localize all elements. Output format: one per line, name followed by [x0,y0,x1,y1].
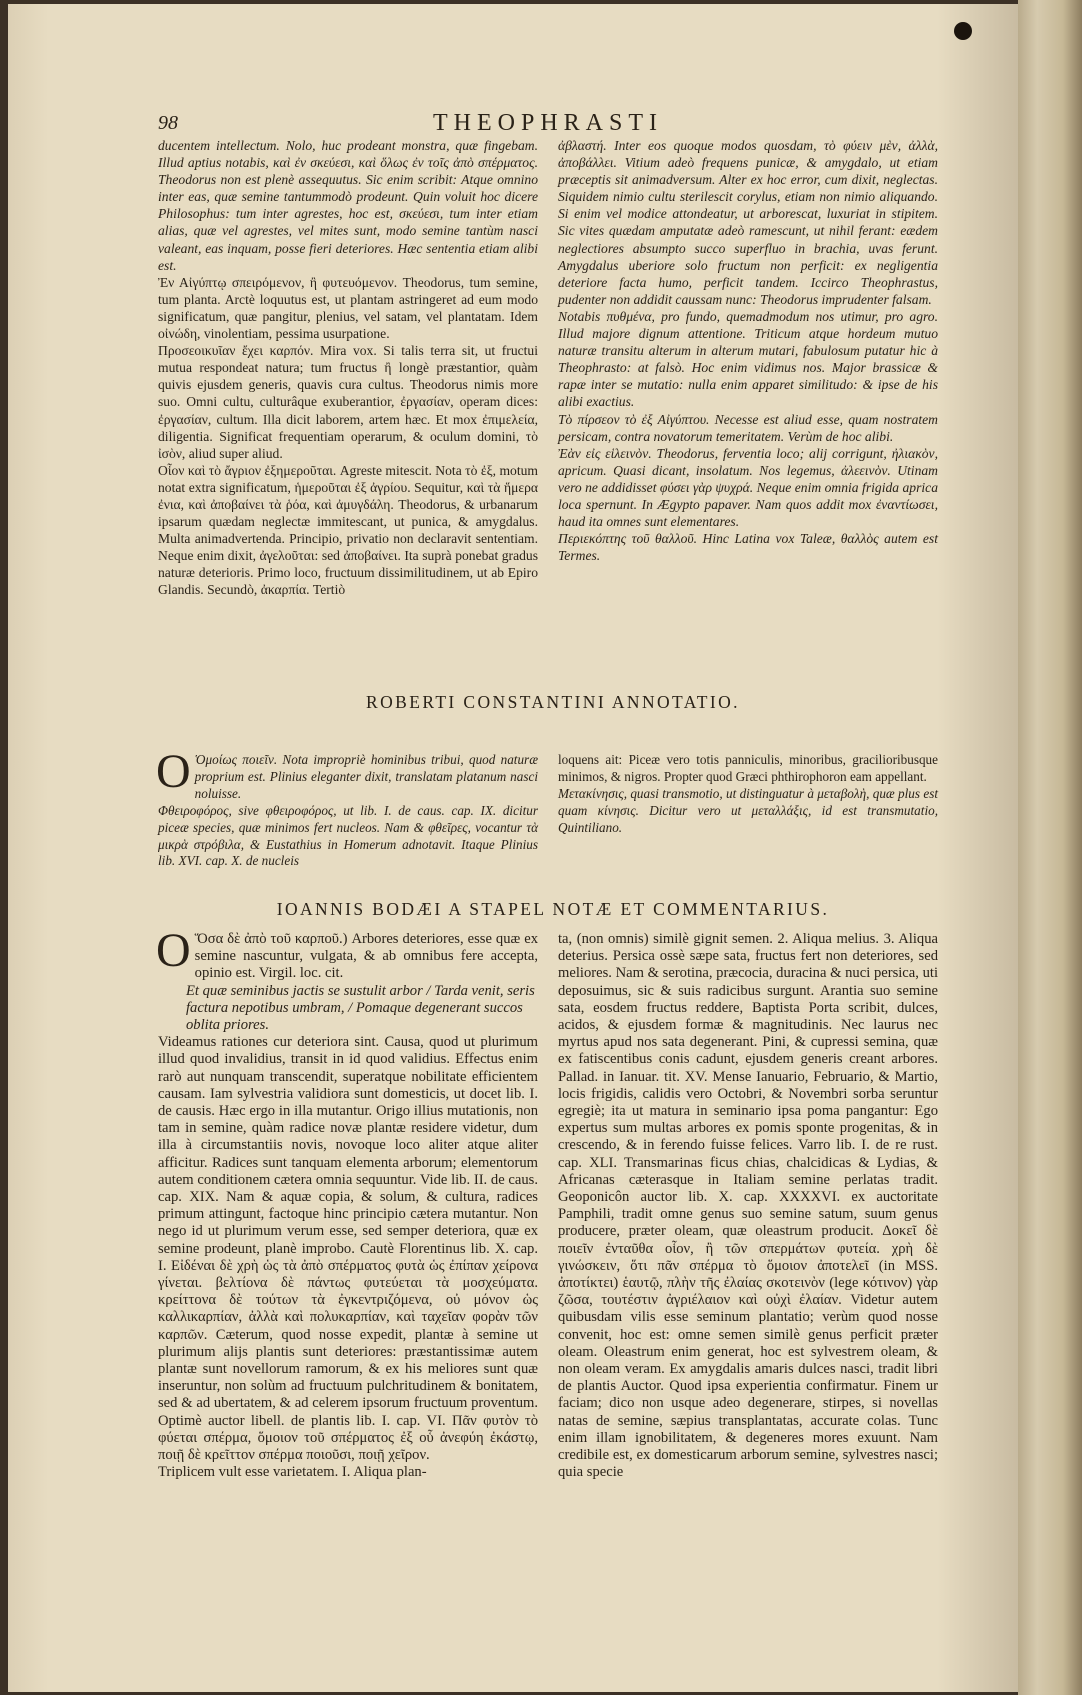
page-hole-mark [954,22,972,40]
paragraph: O Ὅσα δὲ ἀπὸ τοῦ καρποῦ.) Arbores deteriores, esse quæ ex semine nascuntur, vulgata, & ab omnibus fere accepta, opinio est. Virgil. loc. cit. [156,924,538,982]
paragraph: ἀβλαστή. Inter eos quoque modos quosdam, τὸ φύειν μὲν, ἀλλὰ, ἀποβάλλει. Vitium adeò frequens punicæ, & amygdalo, ut etiam præceptis sit animadversum. Alter ex hoc error, cum dixit, neglectas. Siquidem nimio cultu sterilescit corylus, etiam non nimio aliquando. Si enim vel modice attondeatur, ut arborescat, luxuriat in stipitem. Sic vites quædam amputatæ adeò ramescunt, ut nihil ferant: eædem neglectiores absumpto succo superfluo in brachia, uvas ferunt. Amygdalus uberiore solo fructum non perficit: ex negligentia deteriore facta humo, perficit tandem. Iccirco Theophrastus, pudenter non addidit caussam nunc: Theodorus imprudenter falsam. [558,138,938,307]
book-page [8,4,1018,1692]
drop-cap: O [156,924,191,977]
running-title: THEOPHRASTI [432,110,663,136]
paragraph: Προσεοικυῖαν ἔχει καρπόν. Mira vox. Si talis terra sit, ut fructui mutua respondeat natura; tum fructus ἢ longè præstantior, quàm quivis ejusdem generis, quavis cura cultus. Theodorus nimis more suo. Omni cultu, culturâque exuberantior, ἐργασίαν, operam dices: ἐργασίαν, cultum. Illa dicit laborem, artem hæc. Et mox ἐπιμελεία, diligentia. Significat frequentiam operarum, & oculum domini, τὸ ἰσὸν, aliud super aliud. [158,343,538,461]
section-heading-bodaei: IOANNIS BODÆI A STAPEL NOTÆ ET COMMENTARIUS. [276,899,830,919]
verse-quotation: Et quæ seminibus jactis se sustulit arbor / Tarda venit, seris factura nepotibus umbram, / Pomaque degenerant succos oblita priores. [186,982,535,1034]
paragraph: Μετακίνησις, quasi transmotio, ut distinguatur à μεταβολὴ, quæ plus est quam κίνησις. Dicitur vero ut μεταλλάξις, id est transmutatio, Quintiliano. [558,785,938,835]
adjacent-page-edge [1018,0,1082,1695]
page-number: 98 [158,112,178,134]
paragraph: Videamus rationes cur deteriora sint. Causa, quod ut plurimum illud quod invalidius, transit in id quod validius. Effectus enim rarò aut nunquam transcendit, superatque nobilitate efficientem causam. Iam sylvestria validiora sunt domesticis, ut docet lib. I. de causis. Hæc ergo in illa mutantur. Origo illius mutationis, non tam in semine, quàm radice novæ plantæ residere videtur, dum illa à circumstantiis novis, novoque loco aliter atque aliter afficitur. Radices sunt tanquam elementa arborum; elementorum autem conditionem cætera omnia sequuntur. Vide lib. II. de caus. cap. XIX. Nam & aquæ copia, & solum, & cultura, radices primum attingunt, factoque hinc principio cætera mutantur. Non nego id ut plurimum verum esse, sed semper deteriora, quæ ex semine prodeunt, planè improbo. Cautè Florentinus lib. X. cap. I. Εἰδέναι δὲ χρὴ ὡς τὰ ἀπὸ σπέρματος φυτὰ ὡς ἐπίπαν χείρονα γίνεται. βελτίονα δὲ πάντως φυτεύεται τὰ μοσχεύματα. κρείττονα δὲ τούτων τὰ ἐγκεντριζόμενα, οὐ μόνον ὡς καλλικαρπίαν, ἀλλὰ καὶ πολυκαρπίαν, καὶ ταχεῖαν φορὰν τῶν καρπῶν. Cæterum, quod nosse expedit, plantæ à semine ut plurimum alijs plantis sunt deteriores: præstantissimæ autem plantæ sunt novellorum ramorum, & ex his meliores sunt quæ inseruntur, non solùm ad fructuum pulchritudinem & bonitatem, sed & ad ubertatem, & ad celerem ipsorum fructuum proventum. Optimè auctor libell. de plantis lib. I. cap. VI. Πᾶν φυτὸν τὸ φύεται σπέρμα, ὅμοιον τοῦ σπέρματος ἐξ οὗ ἀνεφύη ἐκάστῳ, ποιῇ δὲ κρεῖττον σπέρμα ποιοῦσι, ποιῇ χεῖρον. [158,1034,538,1464]
section3-right-column [558,931,938,1482]
paragraph: Περιεκόπτης τοῦ θαλλοῦ. Hinc Latina vox Taleæ, θαλλὸς autem est Termes. [558,531,938,564]
section3-left-column [156,924,538,1482]
paragraph: loquens ait: Piceæ vero totis panniculis, minoribus, gracilioribusque minimos, & nigros. Propter quod Græci phthirophoron eam appellant. [558,752,938,784]
section1-right-column [558,137,938,564]
paragraph: Οἷον καὶ τὸ ἄγριον ἐξημεροῦται. Agreste mitescit. Nota τὸ ἐξ, motum notat extra significatum, ἡμεροῦται ἐξ ἀγρίου. Sequitur, καὶ τὰ ἥμερα ἐνια, καὶ ἀποβαίνει τὰ ῥόα, καὶ ἀμυγδάλη. Theodorus, & urbanarum ipsarum quædam neglectæ immitescant, ut punica, & amygdalus. Multa animadvertenda. Principio, privatio non declaravit sententiam. Neque enim dixit, ἀγελοῦται: sed ἀποβαίνει. Ita suprà ponebat gradus naturæ deterioris. Primo loco, fructuum dissimilitudinem, ut ab Epiro Glandis. Secundò, ἀκαρπία. Tertiò [158,462,538,598]
section2-right-column [558,752,938,837]
running-head [158,110,938,140]
paragraph: Τὸ πίρσεον τὸ ἐξ Αἰγύπτου. Necesse est aliud esse, quam nostratem persicam, contra novatorum temeritatem. Verùm de hoc alibi. [558,411,938,444]
section1-left-column [158,137,538,599]
paragraph: Triplicem vult esse varietatem. I. Aliqua plan- [158,1464,427,1481]
paragraph: Ἐὰν εἰς εἱλεινὸν. Theodorus, ferventia loco; alij corrigunt, ἠλιακὸν, apricum. Quasi dicant, insolatum. Nos legemus, ἀλεεινὸν. Utinam vero ne addidisset φύσει γὰρ ψυχρά. Neque enim omnia frigida aprica loca spernunt. In Ægypto papaver. Nam quos addit mox ἐναντίωσει, haud ita omnes sunt elementares. [558,445,938,530]
paragraph: Ἐν Αἰγύπτῳ σπειρόμενον, ἢ φυτευόμενον. Theodorus, tum semine, tum planta. Arctè loquutus est, ut plantam astringeret ad eum modo significatum, quæ pangitur, plenius, vel satam, vel plantatam. Idem οἰνώδη, vinolentiam, pessima usurpatione. [158,274,538,342]
drop-cap: O [156,745,191,798]
paragraph: O Ὁμοίως ποιεῖν. Nota impropriè hominibus tribui, quod naturæ proprium est. Plinius eleganter dixit, translatam platanum nasci noluisse. [156,745,538,801]
paragraph: ducentem intellectum. Nolo, huc prodeant monstra, quæ fingebam. Illud aptius notabis, καὶ ἐν σκεύεσι, καὶ ὅλως ἐν τοῖς ἀπὸ σπέρματος. Theodorus non est plenè assequutus. Sic enim scribit: Atque omnino inter eas, quæ semine tantummodò prodeunt. Quin voluit hoc dicere Philosophus: tum inter agrestes, hoc est, σκεύεσι, tum inter etiam alias, quæ vel agrestes, vel mites sunt, modo semine tantùm nasci valeant, eas inquam, posse fieri deteriores. Hæc sententia etiam alibi est. [158,138,538,273]
paragraph: Notabis πυθμένα, pro fundo, quemadmodum nos utimur, pro agro. Illud majore dignum attentione. Triticum atque hordeum mutuo naturæ transitu alterum in alterum mutari, fabulosum putatur hic à Theophrasto: at falsò. Hoc enim vidimus nos. Major brassicæ & rapæ inter se mutatio: nulla enim apparet similitudo: & ipse de his alibi exactius. [558,308,938,410]
section2-left-column [156,745,538,870]
paragraph: Φθειροφόρος, sive φθειροφόρος, ut lib. I. de caus. cap. IX. dicitur piceæ species, quæ minimos fert nucleos. Nam & φθεῖρες, vocantur τὰ μικρὰ στρόβιλα, & Eustathius in Homerum adnotavit. Itaque Plinius lib. XVI. cap. X. de nucleis [158,802,538,869]
paragraph: ta, (non omnis) similè gignit semen. 2. Aliqua melius. 3. Aliqua deterius. Persica ossè sæpe sata, fructus fert non deteriores, sed meliores. Nam & serotina, præcocia, duracina & nuci persica, uti deposuimus, sic & suis radicibus surgunt. Arantia suo semine sata, eosdem fructus reddere, Baptista Porta scribit, dulces, acidos, & ejusdem formæ & magnitudinis. Nec laurus nec myrtus apud nos sata degenerant. Pini, & cupressi semina, quæ ex fatiscentibus conis cadunt, ejusdem generis creant arbores. Pallad. in Ianuar. tit. XV. Mense Ianuario, Februario, & Martio, locis frigidis, calidis vero Octobri, & Novembri sorba seruntur egregiè; ita ut matura in seminario ipsa poma pangantur: Ego expertus sum multas arbores ex pomis sponte progenitas, & in crescendo, & in ferendo fuisse felices. Varro lib. I. de re rust. cap. XLI. Transmarinas ficus chias, chalcidicas & Lydias, & Africanas cæterasque in Italiam semine perlatas tradit. Geoponicôn auctor lib. X. cap. XXXXVI. ex auctoritate Pamphili, tradit omne genus suo semine satum, suum genus producere, præter oleam, quæ oleastrum producit. Δοκεῖ δὲ ποιεῖν ἐνταῦθα οἷον, ἢ τῶν σπερμάτων φυτεία. χρὴ δὲ γινώσκειν, ὅτι πᾶν σπέρμα τὸ ὅμοιον ἀποτελεῖ (in MSS. ἀποτίκτει) ἑαυτῷ, πλὴν τῆς ἐλαίας σκοτεινὸν (lege κότινον) γὰρ ζῶσα, τουτέστιν ἀγριέλαιον καὶ οὐχὶ ἐλαίαν. Videtur autem quibusdam vilis esse seminum plantatio; verùm quod nosse convenit, hoc est: omne semen similè genus perficit præter oleam. Oleastrum enim generat, hoc est sylvestrem oleam, & non oleam veram. Ex amygdalis amaris dulces nasci, tradit libri de plantis Auctor. Quod ipsa experientia confirmatur. Finem ur faciam; dico non usque adeo degenerare, stirpes, si novellas natas de semine, sæpius transplantatas, accurate colas. Tunc enim illam ignobilitatem, & degeneres mores exuunt. Nam credibile est, ex domesticarum arborum semine, sylvestres nasci; quia specie [558,931,938,1481]
section-heading-constantini: ROBERTI CONSTANTINI ANNOTATIO. [366,692,740,712]
